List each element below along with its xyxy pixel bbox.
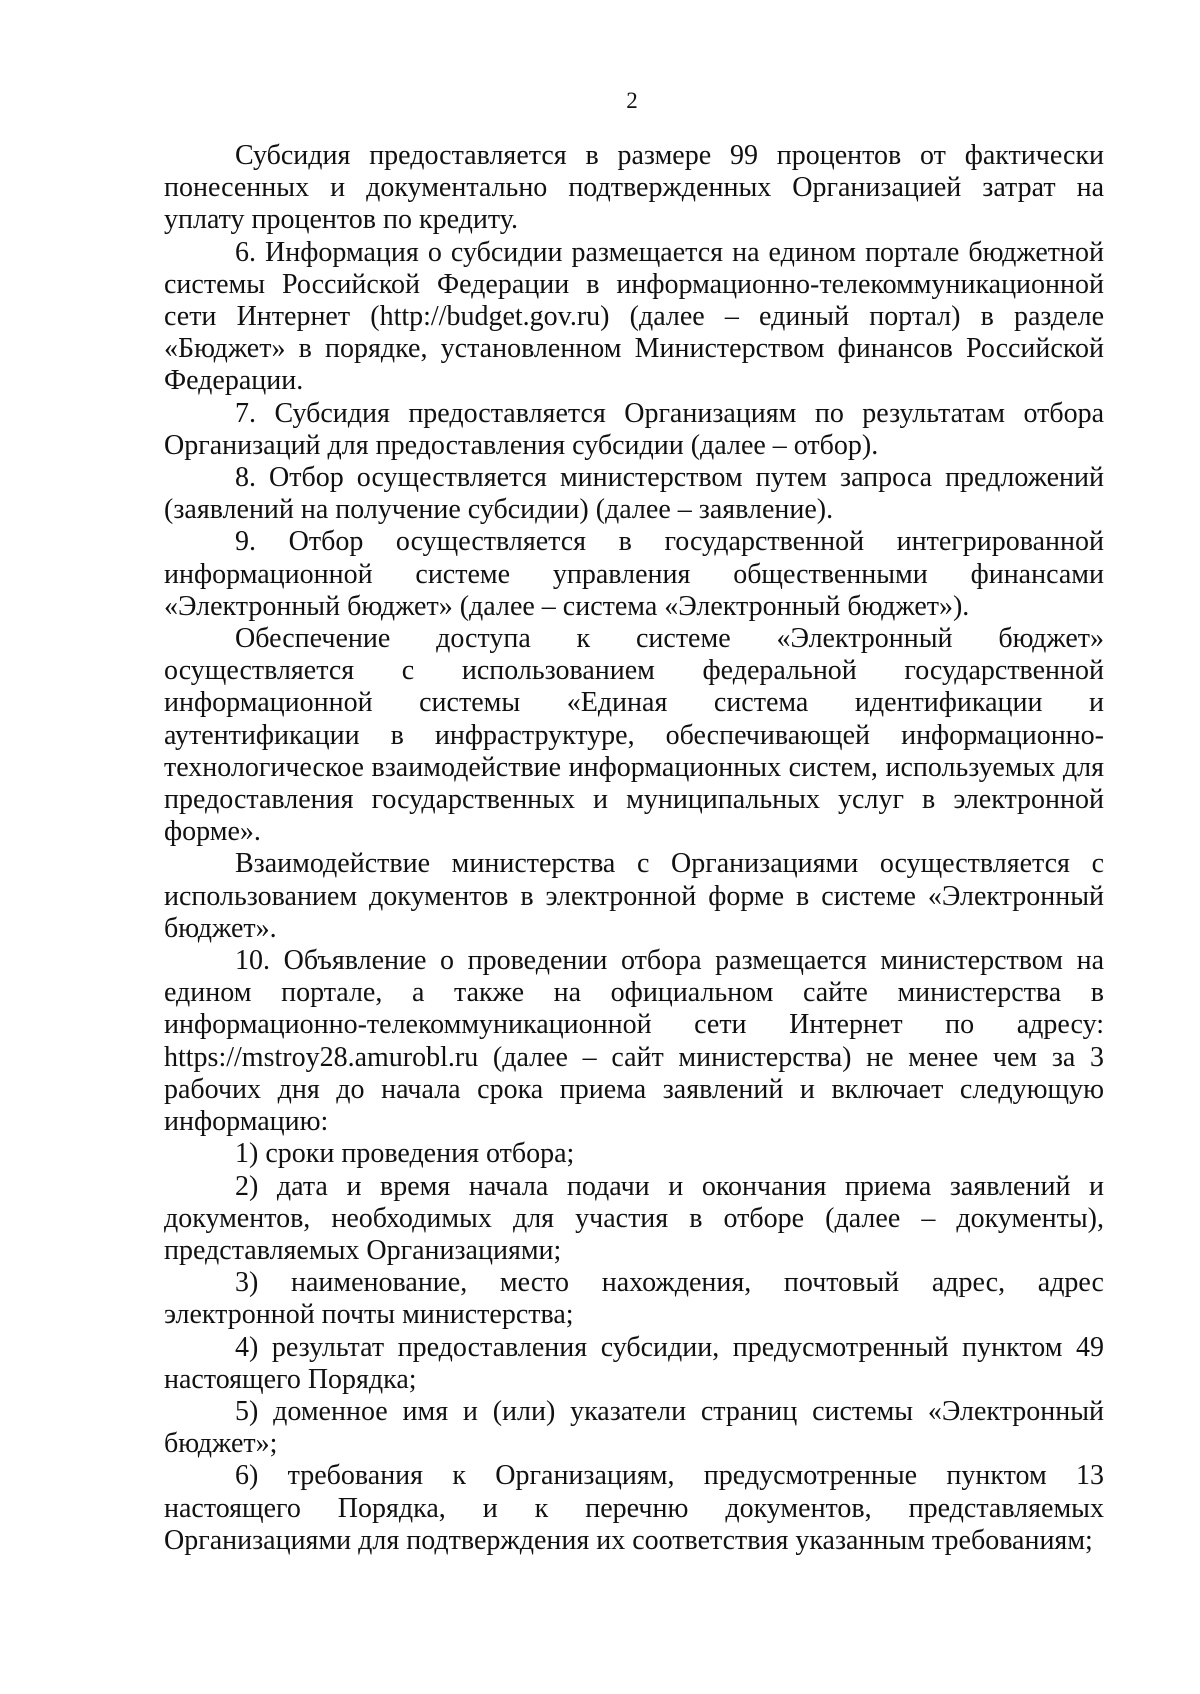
- list-item-1: 1) сроки проведения отбора;: [235, 1138, 575, 1170]
- paragraph-item-9: 9. Отбор осуществляется в государственной интегрированной информационной системе управления общественными финансами «Электронный бюджет» (далее – система «Электронный бюджет»).: [164, 526, 1104, 622]
- paragraph-access-provision: Обеспечение доступа к системе «Электронный бюджет» осуществляется с использованием федеральной государственной информационной системы «Единая система идентификации и аутентификации в инфраструктуре, обеспечивающей информационно-технологическое взаимодействие информационных систем, используемых для предоставления государственных и муниципальных услуг в электронной форме».: [164, 623, 1104, 848]
- paragraph-item-7: 7. Субсидия предоставляется Организациям по результатам отбора Организаций для предоставления субсидии (далее – отбор).: [164, 397, 1104, 461]
- page-number: 2: [626, 88, 638, 113]
- paragraph-interaction: Взаимодействие министерства с Организациями осуществляется с использованием документов в электронной форме в системе «Электронный бюджет».: [164, 848, 1104, 944]
- list-item-4: 4) результат предоставления субсидии, предусмотренный пунктом 49 настоящего Порядка;: [164, 1331, 1104, 1395]
- list-item-6: 6) требования к Организациям, предусмотренные пунктом 13 настоящего Порядка, и к перечню документов, представляемых Организациями для подтверждения их соответствия указанным требованиям;: [164, 1460, 1104, 1556]
- list-item-2: 2) дата и время начала подачи и окончания приема заявлений и документов, необходимых для участия в отборе (далее – документы), представляемых Организациями;: [164, 1170, 1104, 1266]
- document-body: [164, 140, 1104, 1557]
- list-item-3: 3) наименование, место нахождения, почтовый адрес, адрес электронной почты министерства;: [164, 1267, 1104, 1331]
- paragraph-item-10: 10. Объявление о проведении отбора размещается министерством на едином портале, а также на официальном сайте министерства в информационно-телекоммуникационной сети Интернет по адресу: https://mstroy28.amurobl.ru (далее – сайт министерства) не менее чем за 3 рабочих дня до начала срока приема заявлений и включает следующую информацию:: [164, 945, 1104, 1138]
- paragraph-item-8: 8. Отбор осуществляется министерством путем запроса предложений (заявлений на получение субсидии) (далее – заявление).: [164, 462, 1104, 526]
- paragraph-subsidy-amount: Субсидия предоставляется в размере 99 процентов от фактически понесенных и документально подтвержденных Организацией затрат на уплату процентов по кредиту.: [164, 140, 1104, 236]
- paragraph-item-6: 6. Информация о субсидии размещается на едином портале бюджетной системы Российской Федерации в информационно-телекоммуникационной сети Интернет (http://budget.gov.ru) (далее – единый портал) в разделе «Бюджет» в порядке, установленном Министерством финансов Российской Федерации.: [164, 236, 1104, 397]
- list-item-5: 5) доменное имя и (или) указатели страниц системы «Электронный бюджет»;: [164, 1395, 1104, 1460]
